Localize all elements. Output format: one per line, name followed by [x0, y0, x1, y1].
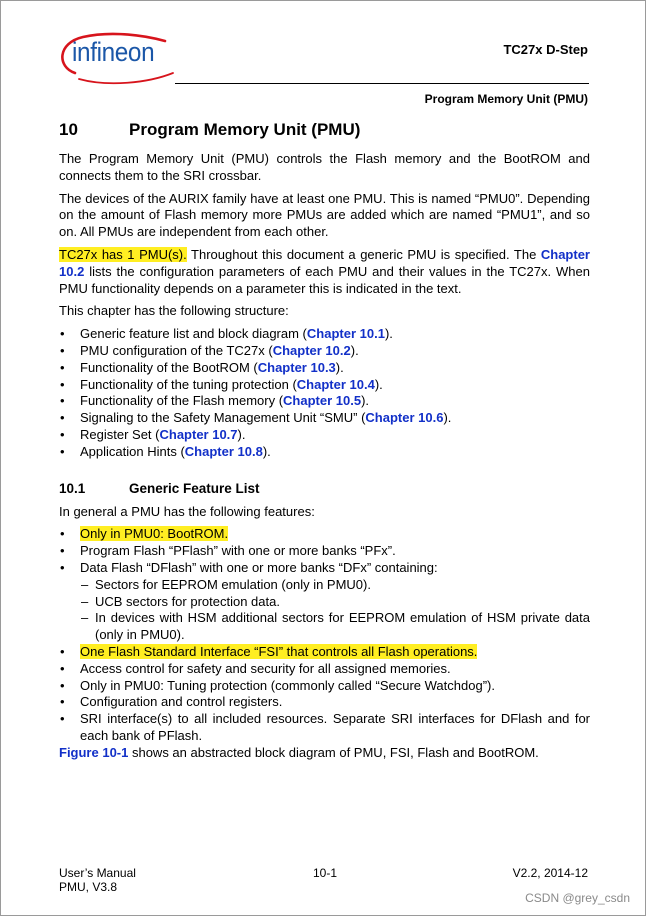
figure-reference-paragraph: Figure 10-1 shows an abstracted block diagram of PMU, FSI, Flash and BootROM. — [59, 744, 539, 760]
list-item: • Functionality of the tuning protection (Chapter 10.4). — [59, 377, 590, 394]
xref-chapter-10-5[interactable]: Chapter 10.5 — [283, 393, 362, 409]
xref-chapter-10-4[interactable]: Chapter 10.4 — [296, 376, 375, 392]
footer-manual: User’s Manual — [59, 866, 136, 880]
section-title: Generic Feature List — [129, 480, 260, 496]
structure-list — [59, 326, 590, 460]
list-item: • Signaling to the Safety Management Unit “SMU” (Chapter 10.6). — [59, 410, 590, 427]
intro-paragraph-4: This chapter has the following structure: — [59, 303, 289, 319]
highlight-bootrom: Only in PMU0: BootROM. — [80, 526, 229, 542]
sub-list-item: – UCB sectors for protection data. — [80, 594, 590, 611]
list-item: • Configuration and control registers. — [59, 694, 590, 711]
list-item — [59, 526, 590, 543]
intro-paragraph-3: TC27x has 1 PMU(s). Throughout this document a generic PMU is specified. The Chapter 10.2 lists the configuration parameters of each PMU and their values in the TC27x. When PMU functionality depends on a parameter this is indicated in the text. — [59, 246, 590, 296]
list-item: • Only in PMU0: Tuning protection (commonly called “Secure Watchdog”). — [59, 678, 590, 695]
xref-chapter-10-6[interactable]: Chapter 10.6 — [365, 410, 444, 426]
xref-chapter-10-2[interactable]: Chapter 10.2 — [272, 342, 351, 358]
xref-chapter-10-8[interactable]: Chapter 10.8 — [184, 443, 263, 459]
xref-figure-10-1[interactable]: Figure 10-1 — [59, 744, 129, 760]
list-item: • Generic feature list and block diagram (Chapter 10.1). — [59, 326, 590, 343]
list-item: • SRI interface(s) to all included resources. Separate SRI interfaces for DFlash and for each bank of PFlash. — [59, 711, 590, 745]
list-item: • Register Set (Chapter 10.7). — [59, 427, 590, 444]
list-item: • Functionality of the BootROM (Chapter 10.3). — [59, 360, 590, 377]
list-item: • Functionality of the Flash memory (Chapter 10.5). — [59, 393, 590, 410]
intro-paragraph-1: The Program Memory Unit (PMU) controls the Flash memory and the BootROM and connects them to the SRI crossbar. — [59, 151, 590, 183]
highlight-fsi: One Flash Standard Interface “FSI” that controls all Flash operations. — [80, 643, 478, 659]
list-item: • Program Flash “PFlash” with one or more banks “PFx”. — [59, 543, 590, 560]
list-item — [59, 644, 590, 661]
footer-left — [59, 866, 136, 894]
chapter-title: Program Memory Unit (PMU) — [129, 120, 361, 139]
xref-chapter-10-3[interactable]: Chapter 10.3 — [257, 359, 336, 375]
header-rule — [175, 83, 589, 84]
xref-chapter-10-1[interactable]: Chapter 10.1 — [306, 326, 385, 342]
list-item: • Data Flash “DFlash” with one or more banks “DFx” containing: – Sectors for EEPROM emulation (only in PMU0). – UCB sectors for protection data. – In devices with HSM additional sectors for EEPROM emulation of HSM private data (only in PMU0). — [59, 560, 590, 644]
sub-list-item: – Sectors for EEPROM emulation (only in PMU0). — [80, 577, 590, 594]
feature-list — [59, 526, 590, 744]
list-item: • Application Hints (Chapter 10.8). — [59, 444, 590, 461]
xref-chapter-10-2[interactable]: Chapter 10.2 — [59, 246, 590, 279]
chapter-heading — [59, 119, 590, 141]
highlight-pmu-count: TC27x has 1 PMU(s). — [59, 246, 187, 262]
footer-module: PMU, V3.8 — [59, 880, 118, 894]
header-section: Program Memory Unit (PMU) — [424, 92, 588, 106]
section-heading-10-1 — [59, 480, 590, 498]
csdn-watermark: CSDN @grey_csdn — [525, 891, 630, 905]
feature-intro: In general a PMU has the following features: — [59, 503, 315, 519]
page-content — [59, 119, 590, 768]
intro-paragraph-2: The devices of the AURIX family have at least one PMU. This is named “PMU0”. Depending on the amount of Flash memory more PMUs are added which are named “PMU1”, and so on. All PMUs are independent from each other. — [59, 190, 590, 240]
chapter-number: 10 — [59, 120, 78, 139]
sub-list-item: – In devices with HSM additional sectors for EEPROM emulation of HSM private data (only in PMU0). — [80, 610, 590, 644]
dflash-sub-list — [80, 577, 590, 644]
footer-page-number: 10-1 — [313, 866, 338, 880]
infineon-logo-text: infineon — [72, 37, 155, 67]
footer-version: V2.2, 2014-12 — [512, 866, 588, 880]
xref-chapter-10-7[interactable]: Chapter 10.7 — [159, 426, 238, 442]
list-item: • PMU configuration of the TC27x (Chapter 10.2). — [59, 343, 590, 360]
header-product: TC27x D-Step — [503, 42, 588, 57]
section-number: 10.1 — [59, 480, 86, 496]
list-item: • Access control for safety and security for all assigned memories. — [59, 661, 590, 678]
